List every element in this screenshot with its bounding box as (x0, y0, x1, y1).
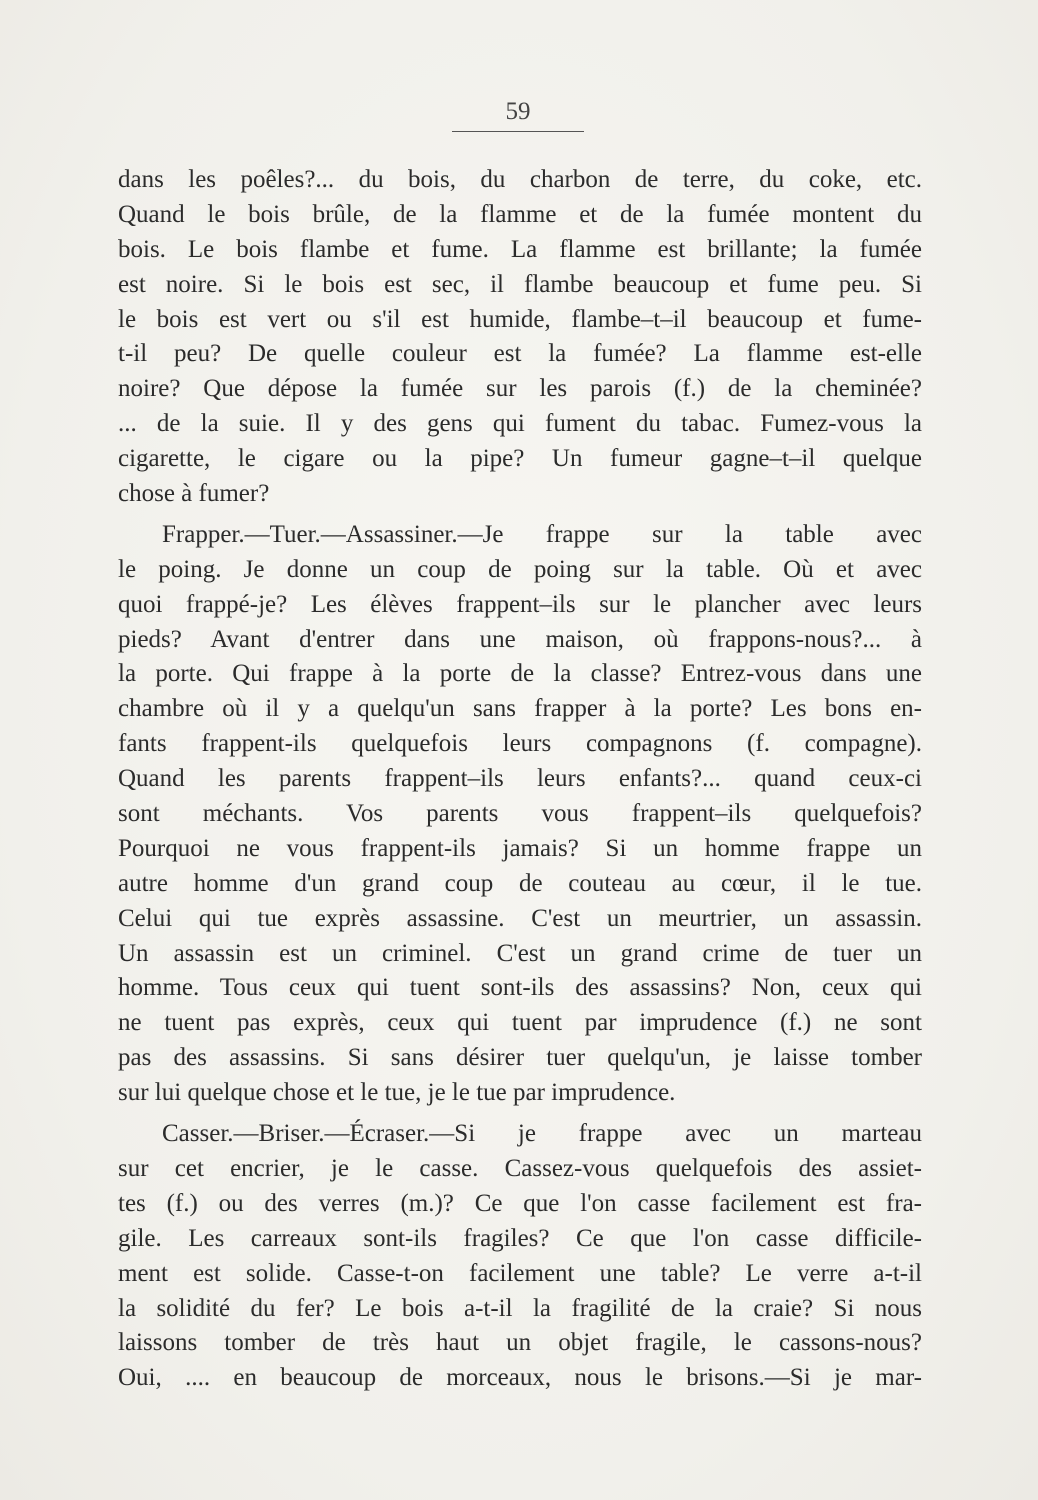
text-line: la porte. Qui frappe à la porte de la classe? Entrez-vous dans une (118, 660, 922, 688)
text-line: pas des assassins. Si sans désirer tuer quelqu'un, je laisse tomber (118, 1044, 922, 1072)
text-line: Pourquoi ne vous frappent-ils jamais? Si un homme frappe un (118, 834, 922, 862)
text-line: noire? Que dépose la fumée sur les parois (f.) de la cheminée? (118, 375, 922, 403)
text-line: le poing. Je donne un coup de poing sur la table. Où et avec (118, 555, 922, 583)
section-heading-line: Frapper.—Tuer.—Assassiner.—Je frappe sur la table avec (162, 520, 922, 548)
text-line: la solidité du fer? Le bois a-t-il la fragilité de la craie? Si nous (118, 1294, 922, 1322)
text-line: Quand le bois brûle, de la flamme et de la fumée montent du (118, 200, 922, 228)
text-line: est noire. Si le bois est sec, il flambe beaucoup et fume peu. Si (118, 270, 922, 298)
page-number-rule (452, 131, 584, 132)
text-line: quoi frappé-je? Les élèves frappent–ils sur le plancher avec leurs (118, 590, 922, 618)
text-line: pieds? Avant d'entrer dans une maison, où frappons-nous?... à (118, 625, 922, 653)
section-heading-line: Casser.—Briser.—Écraser.—Si je frappe avec un marteau (162, 1120, 922, 1148)
text-line: Oui, .... en beaucoup de morceaux, nous le brisons.—Si je mar- (118, 1364, 922, 1392)
text-line: homme. Tous ceux qui tuent sont-ils des assassins? Non, ceux qui (118, 974, 922, 1002)
text-line: laissons tomber de très haut un objet fragile, le cassons-nous? (118, 1329, 922, 1357)
text-line: cigarette, le cigare ou la pipe? Un fumeur gagne–t–il quelque (118, 445, 922, 473)
text-line: chose à fumer? (118, 480, 270, 508)
text-line: sur lui quelque chose et le tue, je le tue par imprudence. (118, 1079, 676, 1107)
page-number: 59 (505, 98, 531, 125)
text-line: autre homme d'un grand coup de couteau au cœur, il le tue. (118, 869, 922, 897)
text-line: bois. Le bois flambe et fume. La flamme est brillante; la fumée (118, 235, 922, 263)
text-line: fants frappent-ils quelquefois leurs compagnons (f. compagne). (118, 730, 922, 758)
paragraph-fumee (118, 163, 922, 512)
text-line: chambre où il y a quelqu'un sans frapper à la porte? Les bons en- (118, 695, 922, 723)
text-line: gile. Les carreaux sont-ils fragiles? Ce que l'on casse difficile- (118, 1224, 922, 1252)
paragraph-frapper (118, 518, 922, 1111)
text-line: ne tuent pas exprès, ceux qui tuent par imprudence (f.) ne sont (118, 1009, 922, 1037)
text-line: le bois est vert ou s'il est humide, flambe–t–il beaucoup et fume- (118, 305, 922, 333)
text-line: sur cet encrier, je le casse. Cassez-vous quelquefois des assiet- (118, 1154, 922, 1182)
text-line: ... de la suie. Il y des gens qui fument du tabac. Fumez-vous la (118, 410, 922, 438)
paragraph-casser (118, 1117, 922, 1396)
text-line: dans les poêles?... du bois, du charbon de terre, du coke, etc. (118, 166, 922, 193)
text-line: Quand les parents frappent–ils leurs enfants?... quand ceux-ci (118, 765, 922, 793)
text-line: t-il peu? De quelle couleur est la fumée? La flamme est-elle (118, 340, 922, 368)
text-line: Celui qui tue exprès assassine. C'est un meurtrier, un assassin. (118, 904, 922, 932)
text-line: ment est solide. Casse-t-on facilement une table? Le verre a-t-il (118, 1259, 922, 1287)
body-text (118, 163, 922, 1396)
text-line: Un assassin est un criminel. C'est un grand crime de tuer un (118, 939, 922, 967)
text-line: sont méchants. Vos parents vous frappent–ils quelquefois? (118, 800, 922, 828)
text-line: tes (f.) ou des verres (m.)? Ce que l'on casse facilement est fra- (118, 1189, 922, 1217)
